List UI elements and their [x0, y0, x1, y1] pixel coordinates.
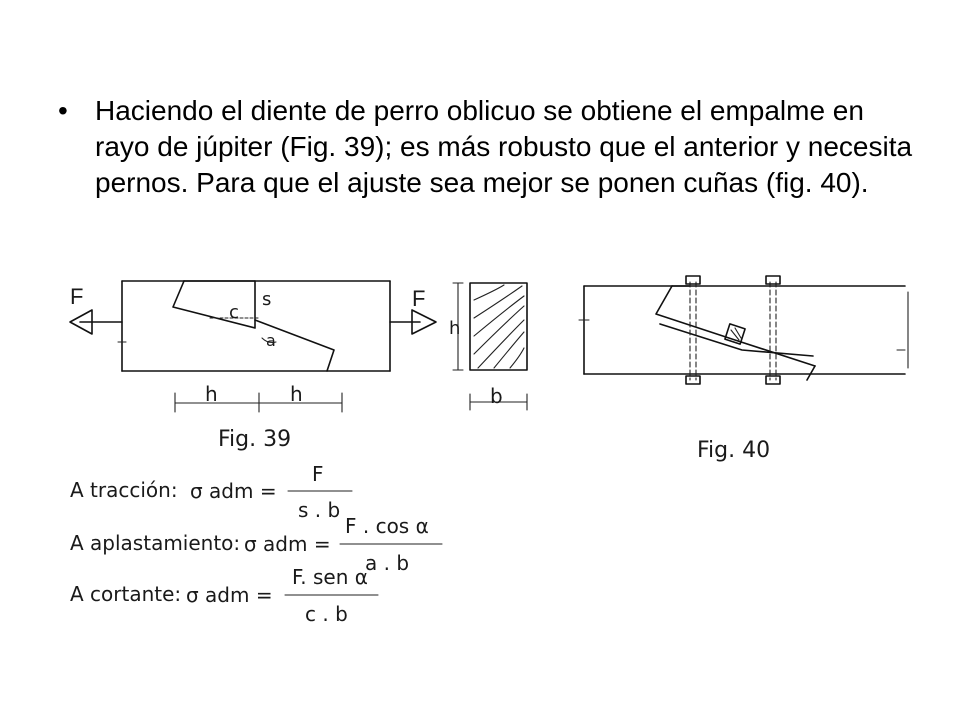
fig39-force-right: F — [412, 286, 426, 311]
fig39-force-left: F — [70, 284, 84, 309]
formula-lhs: σ adm = — [244, 532, 331, 556]
fig39-label-c: c — [229, 302, 239, 323]
formula-traccion — [70, 462, 352, 522]
formula-denominator: a . b — [365, 551, 410, 575]
formula-cortante — [70, 565, 378, 626]
fig40-caption: Fig. 40 — [697, 438, 771, 463]
formula-denominator: c . b — [305, 602, 348, 626]
fig39-dim-h2: h — [290, 382, 303, 406]
formula-numerator: F . cos α — [345, 514, 429, 538]
formula-aplastamiento — [70, 514, 442, 575]
formula-denominator: s . b — [298, 498, 341, 522]
formula-label: A aplastamiento: — [70, 531, 241, 555]
fig39-caption: Fig. 39 — [218, 427, 292, 452]
fig39-label-b: b — [490, 384, 503, 408]
fig39-label-h-section: h — [449, 318, 461, 339]
formula-lhs: σ adm = — [186, 583, 273, 607]
formula-lhs: σ adm = — [190, 479, 277, 503]
fig39-label-a: a — [266, 331, 276, 350]
bullet-text: Haciendo el diente de perro oblicuo se obtiene el empalme en rayo de júpiter (Fig. 39); es más robusto que el anterior y necesita pernos. Para que el ajuste sea mejor se ponen cuñas (fig. 40). — [95, 95, 913, 198]
fig39-label-s: s — [262, 289, 272, 310]
fig39-dim-h1: h — [205, 382, 218, 406]
bullet-marker: • — [58, 95, 68, 126]
fig39-labels — [70, 284, 503, 452]
formula-label: A cortante: — [70, 582, 182, 606]
fig40-beam-drawing — [579, 276, 908, 384]
formula-numerator: F — [312, 462, 324, 486]
formula-label: A tracción: — [70, 478, 178, 502]
fig40-labels — [697, 438, 770, 463]
formula-numerator: F. sen α — [292, 565, 368, 589]
